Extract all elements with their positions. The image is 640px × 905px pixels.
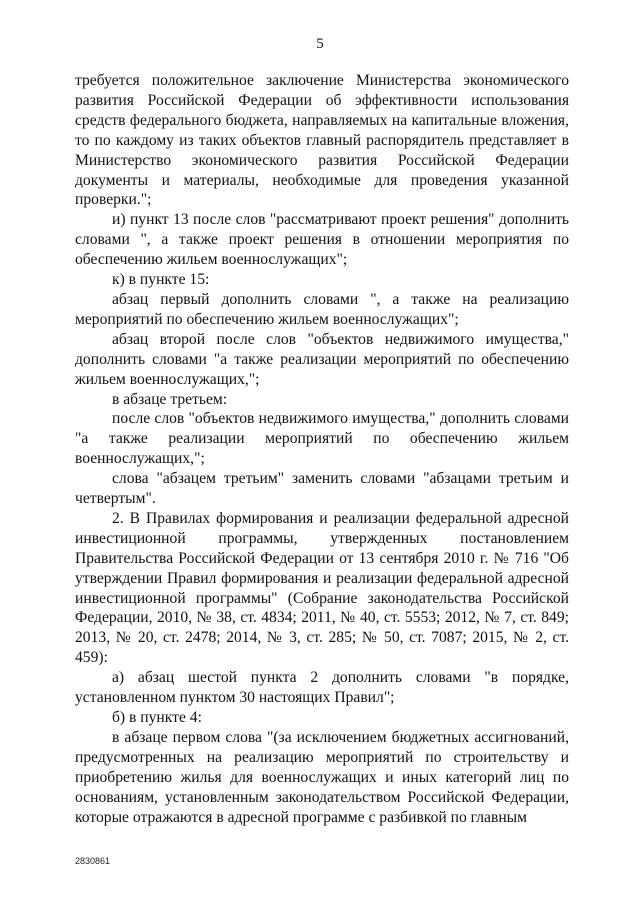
document-body bbox=[75, 71, 569, 827]
paragraph: после слов "объектов недвижимого имущества," дополнить словами "а также реализации мероприятий по обеспечению жильем военнослужащих,"; bbox=[75, 410, 569, 468]
paragraph: абзац второй после слов "объектов недвижимого имущества," дополнить словами "а также реализации мероприятий по обеспечению жильем военнослужащих,"; bbox=[75, 330, 569, 388]
paragraph: а) абзац шестой пункта 2 дополнить словами "в порядке, установленном пунктом 30 настоящих Правил"; bbox=[75, 669, 569, 707]
paragraph: и) пункт 13 после слов "рассматривают проект решения" дополнить словами ", а также проект решения в отношении мероприятия по обеспечению жильем военнослужащих"; bbox=[75, 211, 569, 269]
paragraph: в абзаце первом слова "(за исключением бюджетных ассигнований, предусмотренных на реализацию мероприятий по строительству и приобретению жилья для военнослужащих и иных категорий лиц по основаниям, установленным законодательством Российской Федерации, которые отражаются в адресной программе с разбивкой по главным bbox=[75, 728, 569, 826]
paragraph: в абзаце третьем: bbox=[112, 390, 228, 408]
page-number: 5 bbox=[316, 36, 324, 52]
paragraph: абзац первый дополнить словами ", а также на реализацию мероприятий по обеспечению жильем военнослужащих"; bbox=[75, 290, 569, 328]
paragraph: к) в пункте 15: bbox=[112, 271, 210, 289]
paragraph: требуется положительное заключение Министерства экономического развития Российской Федерации об эффективности использования средств федерального бюджета, направляемых на капитальные вложения, то по каждому из таких объектов главный распорядитель представляет в Министерство экономического развития Российской Федерации документы и материалы, необходимые для проведения указанной проверки."; bbox=[75, 72, 569, 209]
document-code: 2830861 bbox=[75, 856, 111, 866]
paragraph: слова "абзацем третьим" заменить словами "абзацами третьим и четвертым". bbox=[75, 470, 569, 508]
paragraph: 2. В Правилах формирования и реализации федеральной адресной инвестиционной программы, утвержденных постановлением Правительства Российской Федерации от 13 сентября 2010 г. № 716 "Об утверждении Правил формирования и реализации федеральной адресной инвестиционной программы" (Собрание законодательства Российской Федерации, 2010, № 38, ст. 4834; 2011, № 40, ст. 5553; 2012, № 7, ст. 849; 2013, № 20, ст. 2478; 2014, № 3, ст. 285; № 50, ст. 7087; 2015, № 2, ст. 459): bbox=[75, 509, 569, 667]
paragraph: б) в пункте 4: bbox=[112, 709, 202, 726]
